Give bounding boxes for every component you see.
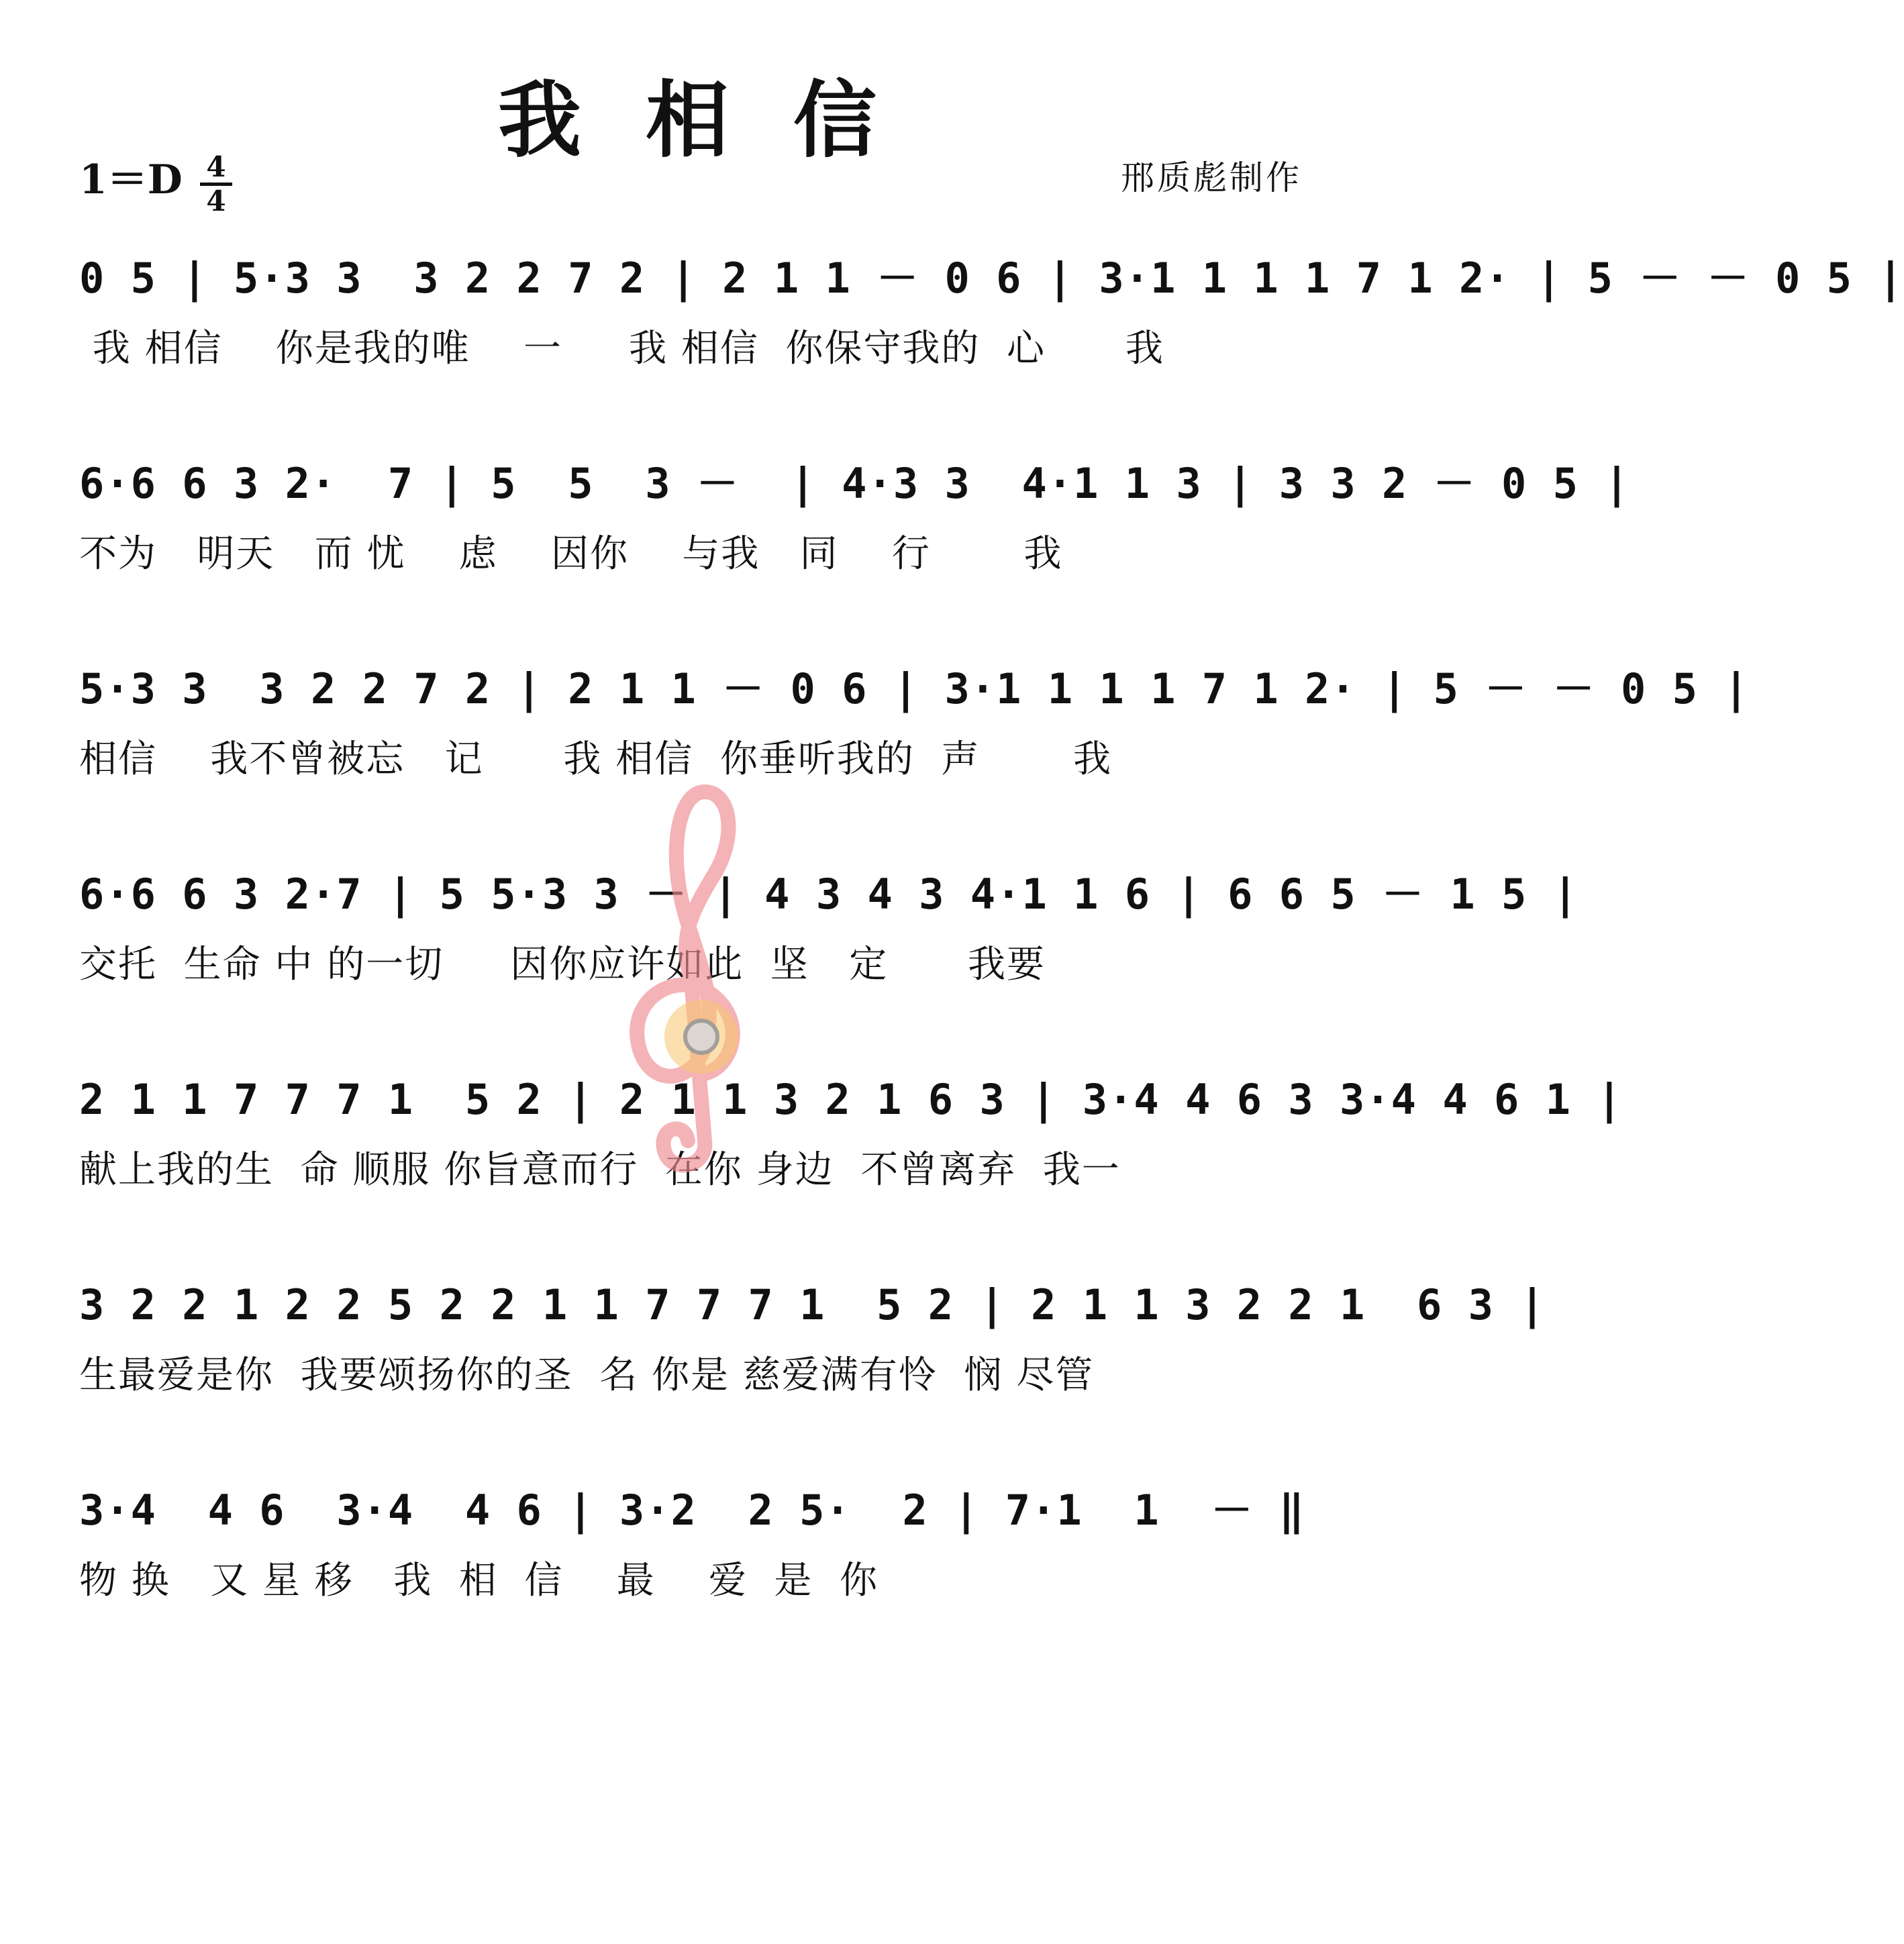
score-system-1 [79, 248, 1904, 382]
notation-line: 3·4 4 6 3·4 4 6 | 3·2 2 5· 2 | 7·1 1 － ‖ [79, 1486, 1305, 1535]
song-title: 我相信 [497, 72, 941, 169]
notation-line: 6·6 6 3 2·7 | 5 5·3 3 － | 4 3 4 3 4·1 1 6 | 6 6 5 － 1 5 | [79, 870, 1579, 919]
score-system-3 [79, 659, 1750, 793]
time-signature-top: 4 [206, 150, 226, 183]
time-signature-bottom: 4 [206, 185, 226, 217]
notation-line: 6·6 6 3 2· 7 | 5 5 3 － | 4·3 3 4·1 1 3 | 3 3 2 － 0 5 | [79, 459, 1630, 508]
lyric-line: 不为 明天 而 忧 虑 因你 与我 同 行 我 [79, 532, 1063, 576]
notation-line: 0 5 | 5·3 3 3 2 2 7 2 | 2 1 1 － 0 6 | 3·1 1 1 1 7 1 2· | 5 － － 0 5 | [79, 254, 1904, 303]
score-system-7 [79, 1480, 1314, 1615]
time-signature [200, 150, 232, 217]
treble-clef-watermark-icon [604, 778, 779, 1181]
notation-line: 5·3 3 3 2 2 7 2 | 2 1 1 － 0 6 | 3·1 1 1 1 7 1 2· | 5 － － 0 5 | [79, 664, 1750, 713]
key-signature: 1＝D [79, 156, 183, 203]
lyric-line: 交托 生命 中 的一切 因你应许如此 坚 定 我要 [79, 943, 1046, 986]
author-credit: 邢质彪制作 [1121, 158, 1302, 197]
lyric-line: 献上我的生 命 顺服 你旨意而行 在你 身边 不曾离弃 我一 [79, 1148, 1121, 1192]
notation-line: 2 1 1 7 7 7 1 5 2 | 2 1 1 3 2 1 6 3 | 3·4 4 6 3 3·4 4 6 1 | [79, 1075, 1623, 1124]
lyric-line: 生最爱是你 我要颂扬你的圣 名 你是 慈爱满有怜 悯 尽管 [79, 1353, 1095, 1397]
notation-line: 3 2 2 1 2 2 5 2 2 1 1 7 7 7 1 5 2 | 2 1 1 3 2 2 1 6 3 | [79, 1280, 1546, 1329]
lyric-line: 相信 我不曾被忘 记 我 相信 你垂听我的 声 我 [79, 737, 1113, 781]
score-system-6 [79, 1275, 1546, 1409]
score-system-2 [79, 454, 1630, 588]
lyric-line: 物 换 又 星 移 我 相 信 最 爱 是 你 [79, 1559, 879, 1602]
lyric-line: 我 相信 你是我的唯 一 我 相信 你保守我的 心 我 [79, 327, 1164, 370]
